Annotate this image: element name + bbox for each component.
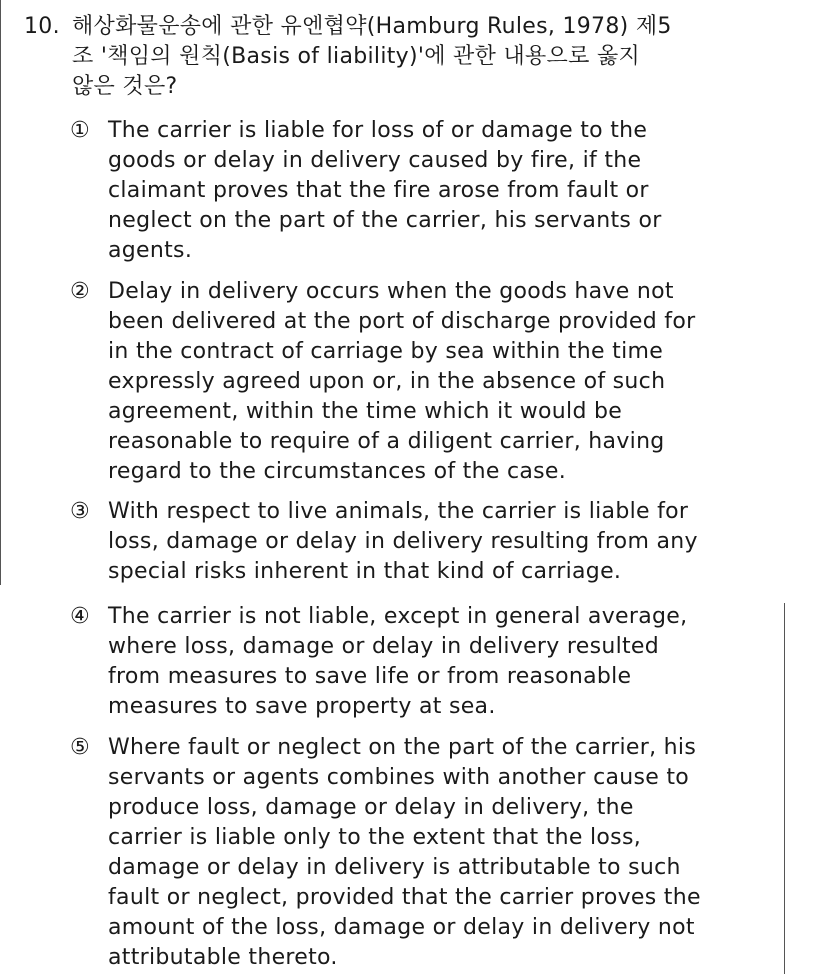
option-text <box>108 116 768 266</box>
option-marker: ② <box>70 279 91 304</box>
option-marker: ⑤ <box>70 735 91 760</box>
option-line: where loss, damage or delay in delivery resulted <box>108 634 660 659</box>
option-line: special risks inherent in that kind of carriage. <box>108 559 622 584</box>
question-line: 해상화물운송에 관한 유엔협약(Hamburg Rules, 1978) 제5 <box>72 14 672 39</box>
option-text <box>108 733 768 973</box>
option-line: Where fault or neglect on the part of the carrier, his <box>108 735 697 760</box>
option-line: been delivered at the port of discharge provided for <box>108 309 696 334</box>
option-line: Delay in delivery occurs when the goods have not <box>108 279 674 304</box>
option-text <box>108 497 768 587</box>
right-column-rule <box>784 603 785 974</box>
option-line: produce loss, damage or delay in delivery, the <box>108 795 634 820</box>
option-line: reasonable to require of a diligent carrier, having <box>108 429 665 454</box>
question-number: 10. <box>24 14 60 39</box>
option-line: carrier is liable only to the extent that the loss, <box>108 825 641 850</box>
option-line: claimant proves that the fire arose from fault or <box>108 178 649 203</box>
option-line: neglect on the part of the carrier, his servants or <box>108 208 662 233</box>
option-line: The carrier is liable for loss of or damage to the <box>108 118 648 143</box>
option-line: from measures to save life or from reasonable <box>108 664 632 689</box>
option-line: With respect to live animals, the carrier is liable for <box>108 499 689 524</box>
question-text <box>72 12 772 102</box>
option-line: amount of the loss, damage or delay in delivery not <box>108 915 695 940</box>
option-line: loss, damage or delay in delivery resulting from any <box>108 529 698 554</box>
option-line: goods or delay in delivery caused by fire, if the <box>108 148 642 173</box>
option-marker: ③ <box>70 499 91 524</box>
option-line: attributable thereto. <box>108 945 338 970</box>
left-column-rule <box>0 0 1 585</box>
option-line: agents. <box>108 238 193 263</box>
option-line: The carrier is not liable, except in general average, <box>108 604 688 629</box>
option-line: measures to save property at sea. <box>108 694 496 719</box>
option-text <box>108 277 768 487</box>
option-marker: ① <box>70 118 91 143</box>
option-line: expressly agreed upon or, in the absence of such <box>108 369 666 394</box>
option-line: fault or neglect, provided that the carrier proves the <box>108 885 701 910</box>
question-line: 않은 것은? <box>72 74 178 99</box>
option-line: servants or agents combines with another cause to <box>108 765 690 790</box>
option-line: regard to the circumstances of the case. <box>108 459 567 484</box>
option-line: damage or delay in delivery is attributable to such <box>108 855 681 880</box>
option-text <box>108 602 768 722</box>
option-marker: ④ <box>70 604 91 629</box>
question-line: 조 '책임의 원칙(Basis of liability)'에 관한 내용으로 옳지 <box>72 44 641 69</box>
option-line: agreement, within the time which it would be <box>108 399 623 424</box>
option-line: in the contract of carriage by sea within the time <box>108 339 664 364</box>
